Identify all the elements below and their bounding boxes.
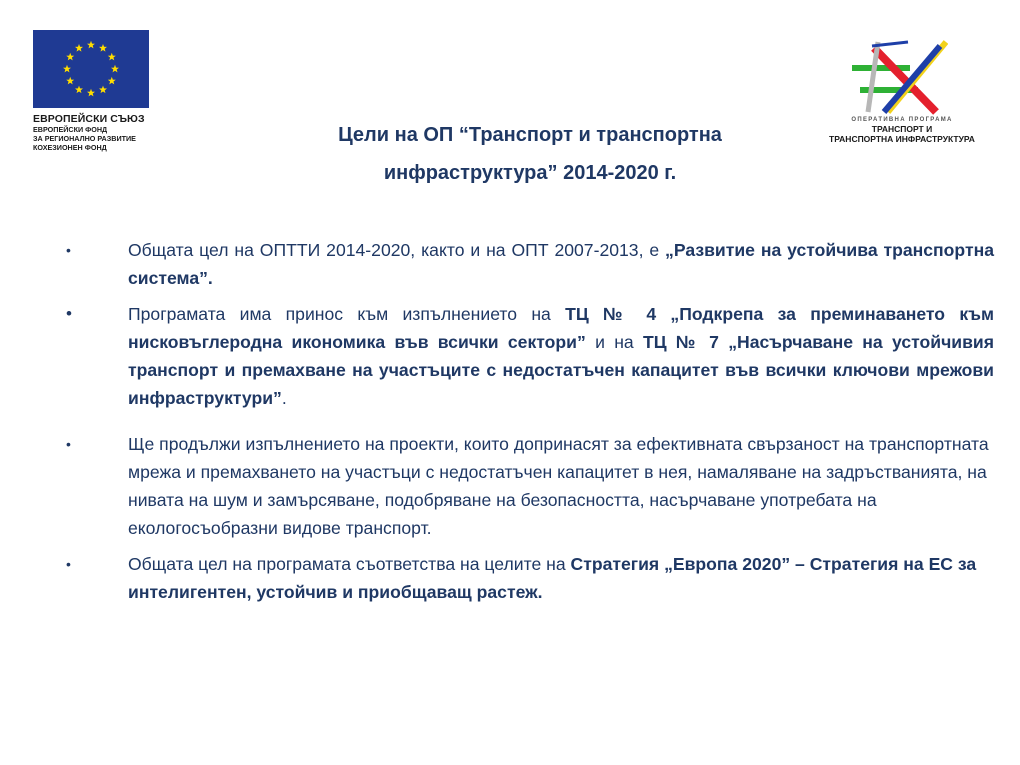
eu-logo-line: КОХЕЗИОНЕН ФОНД [33,143,107,152]
op-transport-logo-icon [848,38,948,116]
bullet-bold-text: „Развитие на устойчива транспортна система”. [128,240,994,288]
eu-logo-text [33,113,173,152]
list-item [60,550,994,606]
title-line-1: Цели на ОП “Транспорт и транспортна [338,124,722,146]
bullet-text: Програмата има принос към изпълнението на [128,304,566,324]
bullet-bold-text: ТЦ № 7 „Насърчаване на устойчивия транспорт и премахване на участъците с недостатъчен капацитет във всички ключови мрежови инфраструктури” [128,332,995,408]
eu-logo-line: ЗА РЕГИОНАЛНО РАЗВИТИЕ [33,134,136,143]
bullet-icon: • [66,556,71,572]
page-title [250,116,810,192]
bullet-icon: • [66,304,72,323]
bullet-text: Общата цел на ОПТТИ 2014-2020, както и на ОПТ 2007-2013, е [128,240,666,260]
bullet-list [60,236,994,606]
list-item [60,236,994,292]
list-item [60,430,994,542]
bullet-text: Ще продължи изпълнението на проекти, които допринасят за ефективната свързаност на транспортната мрежа и премахването на участъци с недостатъчен капацитет в нея, намаляване на задръстванията, на нивата на шум и замърсяване, подобряване на безопасността, насърчаване употребата на екологосъобразни видове транспорт. [128,434,989,538]
eu-logo-line: ЕВРОПЕЙСКИ ФОНД [33,125,108,134]
op-logo-small: ОПЕРАТИВНА ПРОГРАМА [851,117,953,123]
title-line-2: инфраструктура” 2014-2020 г. [383,162,677,184]
op-logo-text [812,116,992,144]
op-logo-line2: ТРАНСПОРТНА ИНФРАСТРУКТУРА [829,134,975,144]
bullet-bold-text: Стратегия „Европа 2020” – Стратегия на ЕС за интелигентен, устойчив и приобщаващ растеж. [128,554,977,602]
eu-flag-icon [33,30,149,108]
bullet-text: . [281,388,287,408]
bullet-icon: • [66,436,71,452]
op-logo-line1: ТРАНСПОРТ И [871,124,933,134]
bullet-text: Общата цел на програмата съответства на целите на [128,554,571,574]
bullet-bold-text: ТЦ № 4 „Подкрепа за преминаването към нисковъглеродна икономика във всички сектори” [128,304,994,352]
list-item [60,300,994,412]
bullet-icon: • [66,242,71,258]
eu-logo-title: ЕВРОПЕЙСКИ СЪЮЗ [33,113,145,125]
bullet-text: и на [585,332,643,352]
